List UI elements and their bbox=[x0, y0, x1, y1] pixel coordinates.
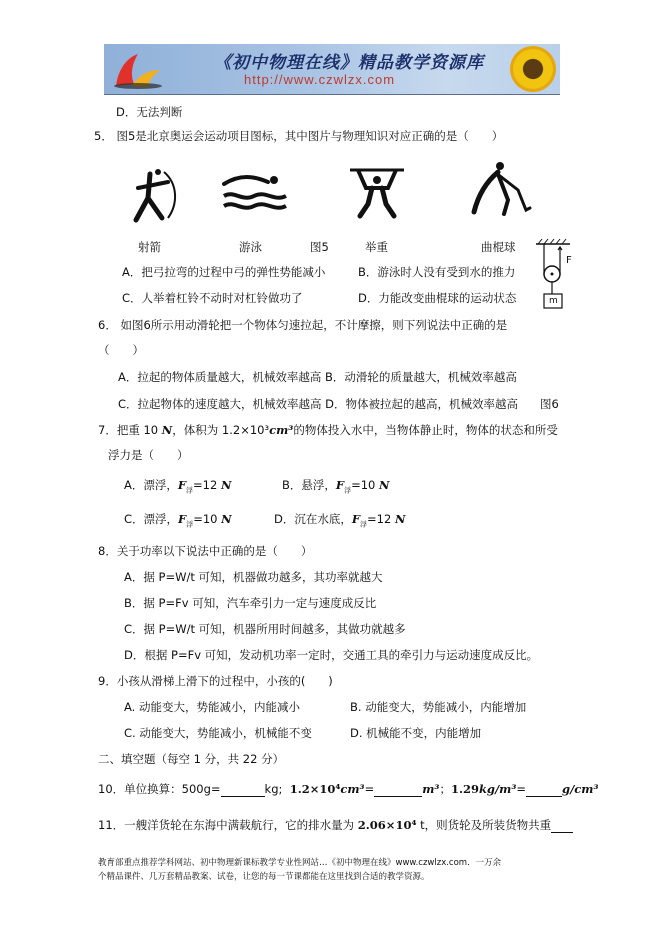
fig6-force-label: F bbox=[566, 255, 572, 266]
fig6-caption: 图6 bbox=[540, 397, 559, 411]
q8-option-a: A．据 P=W/t 可知，机器做功越多，其功率就越大 bbox=[124, 570, 383, 584]
q4-option-d: D．无法判断 bbox=[116, 105, 183, 119]
q7-option-a: A．漂浮，$F_浮=12$ N bbox=[124, 478, 232, 495]
header-banner bbox=[104, 44, 560, 95]
q10-line: 10．单位换算：500g= kg; 1.2×10⁴cm³= m³；1.29kg/m³= g/cm³ bbox=[98, 782, 599, 796]
q5-label-archery: 射箭 bbox=[138, 240, 161, 254]
swimming-pictogram-icon bbox=[220, 170, 290, 220]
footer-line1: 教育部重点推荐学科网站、初中物理新课标教学专业性网站…《初中物理在线》www.czwlzx.com．一万余 bbox=[98, 858, 502, 868]
q7-stem-line2: 浮力是（ ） bbox=[108, 448, 189, 462]
q5-label-weightlifting: 举重 bbox=[365, 240, 388, 254]
archery-pictogram-icon bbox=[128, 168, 182, 226]
q6-stem: 6． 如图6所示用动滑轮把一个物体匀速拉起，不计摩擦，则下列说法中正确的是 bbox=[98, 318, 508, 332]
q5-figure-caption: 图5 bbox=[310, 240, 329, 254]
q10-blank-3[interactable] bbox=[526, 785, 562, 797]
q6-paren: （ ） bbox=[98, 343, 144, 357]
q5-label-swimming: 游泳 bbox=[239, 240, 262, 254]
q9-option-d: D. 机械能不变，内能增加 bbox=[350, 726, 482, 740]
q7-option-d: D．沉在水底，$F_浮=12$ N bbox=[274, 512, 406, 529]
footer-line2: 个精品课件、几万套精品教案、试卷，让您的每一节课都能在这里找到合适的教学资源。 bbox=[98, 872, 430, 882]
q8-option-d: D．根据 P=Fv 可知，发动机功率一定时，交通工具的牵引力与运动速度成反比。 bbox=[124, 648, 539, 662]
q8-option-b: B．据 P=Fv 可知，汽车牵引力一定与速度成反比 bbox=[124, 596, 377, 610]
q7-stem: 7．把重 10 N，体积为 1.2×10³cm³的物体投入水中，当物体静止时，物体的状态和所受 bbox=[98, 423, 558, 437]
q11-blank[interactable] bbox=[551, 821, 573, 833]
q5-option-d: D．力能改变曲棍球的运动状态 bbox=[358, 291, 517, 305]
header-url[interactable]: http://www.czwlzx.com bbox=[244, 72, 396, 87]
q6-options-line2: C．拉起物体的速度越大，机械效率越高 D．物体被拉起的越高，机械效率越高 bbox=[118, 397, 519, 411]
q11-line: 11．一艘洋货轮在东海中满载航行，它的排水量为 2.06×10⁴ t，则货轮及所装货物共重 bbox=[98, 817, 573, 833]
q9-option-a: A. 动能变大，势能减小，内能减小 bbox=[124, 700, 300, 714]
q7-option-c: C．漂浮，$F_浮=10$ N bbox=[124, 512, 232, 529]
site-logo-icon bbox=[108, 50, 164, 90]
q10-blank-1[interactable] bbox=[221, 785, 265, 797]
q5-stem: 5． 图5是北京奥运会运动项目图标，其中图片与物理知识对应正确的是（ ） bbox=[94, 129, 504, 143]
q5-option-c: C．人举着杠铃不动时对杠铃做功了 bbox=[122, 291, 303, 305]
hockey-pictogram-icon bbox=[464, 160, 534, 222]
q5-label-hockey: 曲棍球 bbox=[481, 240, 516, 254]
q5-option-b: B．游泳时人没有受到水的推力 bbox=[358, 265, 516, 279]
q8-stem: 8．关于功率以下说法中正确的是（ ） bbox=[98, 544, 313, 558]
sunflower-icon bbox=[510, 46, 556, 92]
header-title: 《初中物理在线》精品教学资源库 bbox=[214, 53, 484, 73]
q5-option-a: A．把弓拉弯的过程中弓的弹性势能减小 bbox=[122, 265, 326, 279]
q10-blank-2[interactable] bbox=[374, 785, 422, 797]
fig6-mass-label: m bbox=[549, 296, 558, 306]
q6-options-line1: A．拉起的物体质量越大，机械效率越高 B．动滑轮的质量越大，机械效率越高 bbox=[118, 370, 517, 384]
section2-title: 二、填空题（每空 1 分，共 22 分） bbox=[98, 752, 285, 766]
q8-option-c: C．据 P=W/t 可知，机器所用时间越多，其做功就越多 bbox=[124, 622, 406, 636]
q9-stem: 9．小孩从滑梯上滑下的过程中，小孩的( ) bbox=[98, 674, 333, 688]
q9-option-c: C. 动能变大，势能减小，机械能不变 bbox=[124, 726, 312, 740]
q7-option-b: B．悬浮，$F_浮=10$ N bbox=[282, 478, 390, 495]
q9-option-b: B. 动能变大，势能减小，内能增加 bbox=[350, 700, 527, 714]
weightlifting-pictogram-icon bbox=[346, 164, 408, 222]
